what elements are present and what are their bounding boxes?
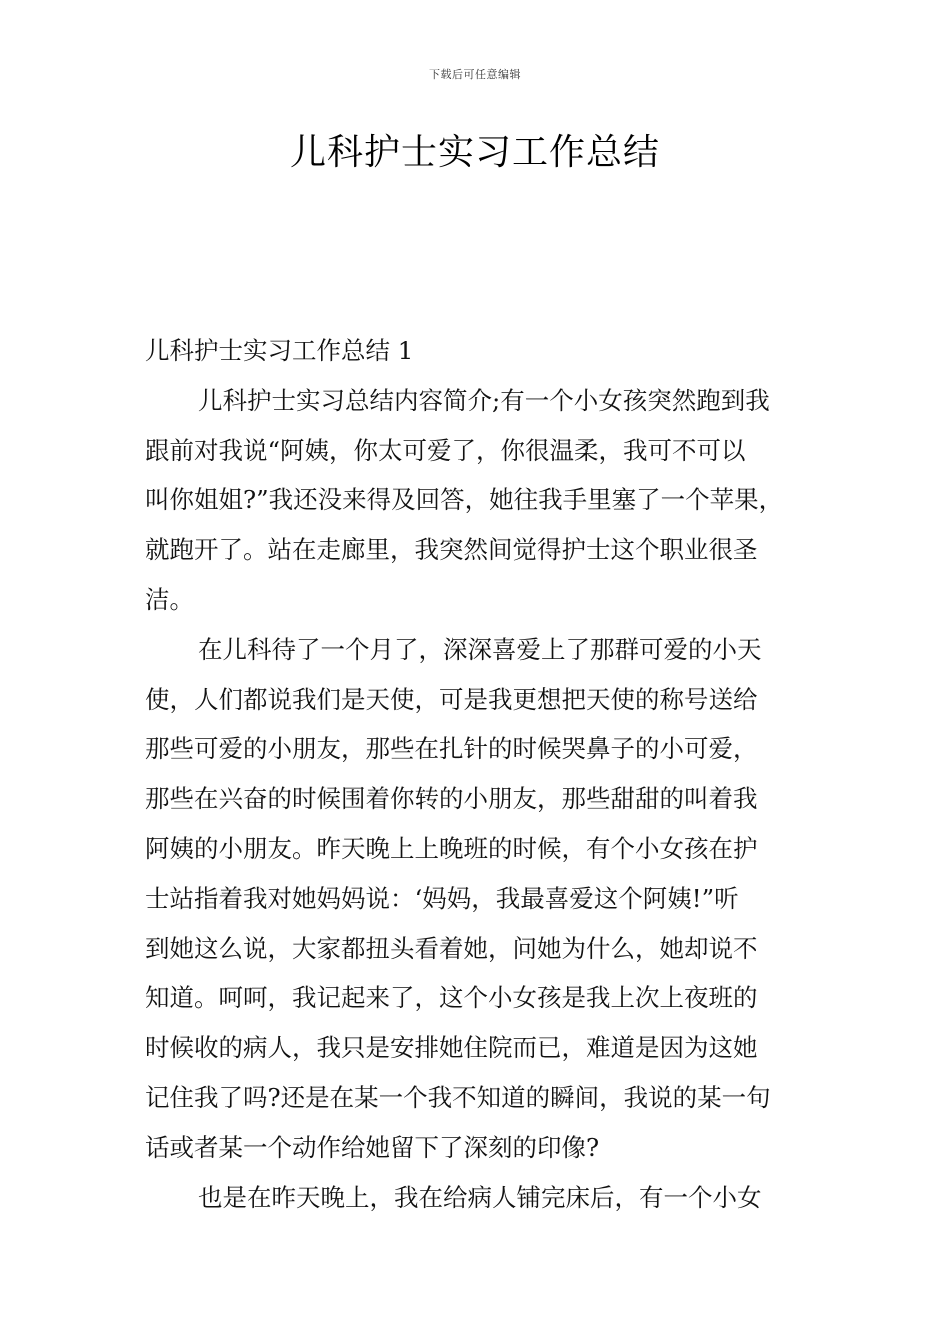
paragraph-line: 那些在兴奋的时候围着你转的小朋友，那些甜甜的叫着我 [145,784,758,814]
paragraph-line: 也是在昨天晚上，我在给病人铺完床后，有一个小女 [198,1182,762,1212]
paragraph-line: 时候收的病人，我只是安排她住院而已，难道是因为这她 [145,1033,758,1063]
paragraph-line: 记住我了吗?还是在某一个我不知道的瞬间，我说的某一句 [145,1082,771,1112]
paragraph-line: 那些可爱的小朋友，那些在扎针的时候哭鼻子的小可爱， [145,734,758,764]
paragraph-line: 儿科护士实习总结内容简介;有一个小女孩突然跑到我 [198,385,770,415]
paragraph-line: 到她这么说，大家都扭头看着她，问她为什么，她却说不 [145,933,758,963]
paragraph-line: 就跑开了。站在走廊里，我突然间觉得护士这个职业很圣 [145,535,758,565]
document-body [145,326,810,1222]
paragraph-line: 话或者某一个动作给她留下了深刻的印像? [145,1132,600,1162]
document-title: 儿科护士实习工作总结 [289,132,660,173]
paragraph-line: 跟前对我说“阿姨，你太可爱了，你很温柔，我可不可以 [145,435,746,465]
header-note: 下载后可任意编辑 [429,68,521,81]
paragraph-line: 使，人们都说我们是天使，可是我更想把天使的称号送给 [145,684,758,714]
section-heading: 儿科护士实习工作总结 1 [145,336,414,365]
paragraph-line: 士站指着我对她妈妈说：‘妈妈，我最喜爱这个阿姨!”听 [145,883,739,913]
paragraph-line: 阿姨的小朋友。昨天晚上上晚班的时候，有个小女孩在护 [145,833,758,863]
paragraph-line: 洁。 [145,584,194,614]
paragraph-line: 叫你姐姐?”我还没来得及回答，她往我手里塞了一个苹果， [145,485,784,515]
paragraph-line: 在儿科待了一个月了，深深喜爱上了那群可爱的小天 [198,634,762,664]
paragraph-line: 知道。呵呵，我记起来了，这个小女孩是我上次上夜班的 [145,983,758,1013]
